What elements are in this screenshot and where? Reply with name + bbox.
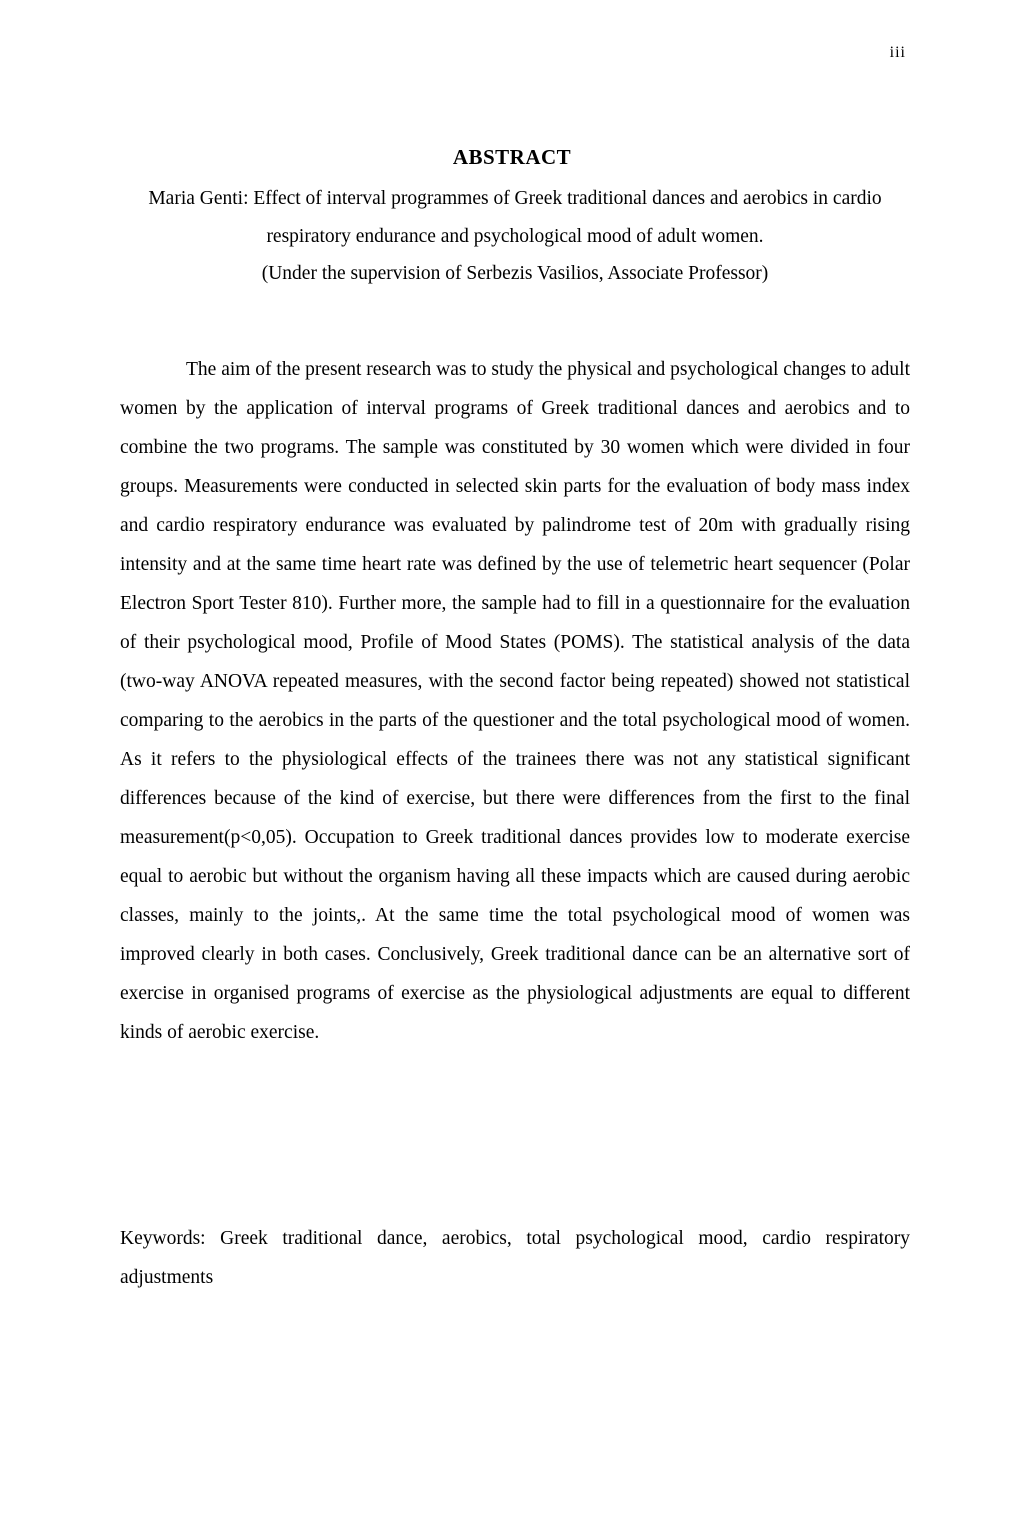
abstract-title-block	[110, 180, 920, 293]
supervision-line: (Under the supervision of Serbezis Vasilios, Associate Professor)	[261, 263, 769, 284]
abstract-body: The aim of the present research was to study the physical and psychological changes to adult women by the application of interval programs of Greek traditional dances and aerobics and to combine the two programs. The sample was constituted by 30 women which were divided in four groups. Measurements were conducted in selected skin parts for the evaluation of body mass index and cardio respiratory endurance was evaluated by palindrome test of 20m with gradually rising intensity and at the same time heart rate was defined by the use of telemetric heart sequencer (Polar Electron Sport Tester 810). Further more, the sample had to fill in a questionnaire for the evaluation of their psychological mood, Profile of Mood States (POMS). The statistical analysis of the data (two-way ANOVA repeated measures, with the second factor being repeated) showed not statistical comparing to the aerobics in the parts of the questioner and the total psychological mood of women. As it refers to the physiological effects of the trainees there was not any statistical significant differences because of the kind of exercise, but there were differences from the first to the final measurement(p<0,05). Occupation to Greek traditional dances provides low to moderate exercise equal to aerobic but without the organism having all these impacts which are caused during aerobic classes, mainly to the joints,. At the same time the total psychological mood of women was improved clearly in both cases. Conclusively, Greek traditional dance can be an alternative sort of exercise in organised programs of exercise as the physiological adjustments are equal to different kinds of aerobic exercise.	[120, 359, 910, 1043]
keywords-paragraph: Keywords: Greek traditional dance, aerobics, total psychological mood, cardio respiratory adjustments	[120, 1228, 910, 1288]
abstract-heading: ABSTRACT	[452, 145, 572, 169]
thesis-title: Maria Genti: Effect of interval programmes of Greek traditional dances and aerobics in cardio respiratory endurance and psychological mood of adult women.	[148, 188, 882, 247]
page-number: iii	[889, 44, 906, 61]
